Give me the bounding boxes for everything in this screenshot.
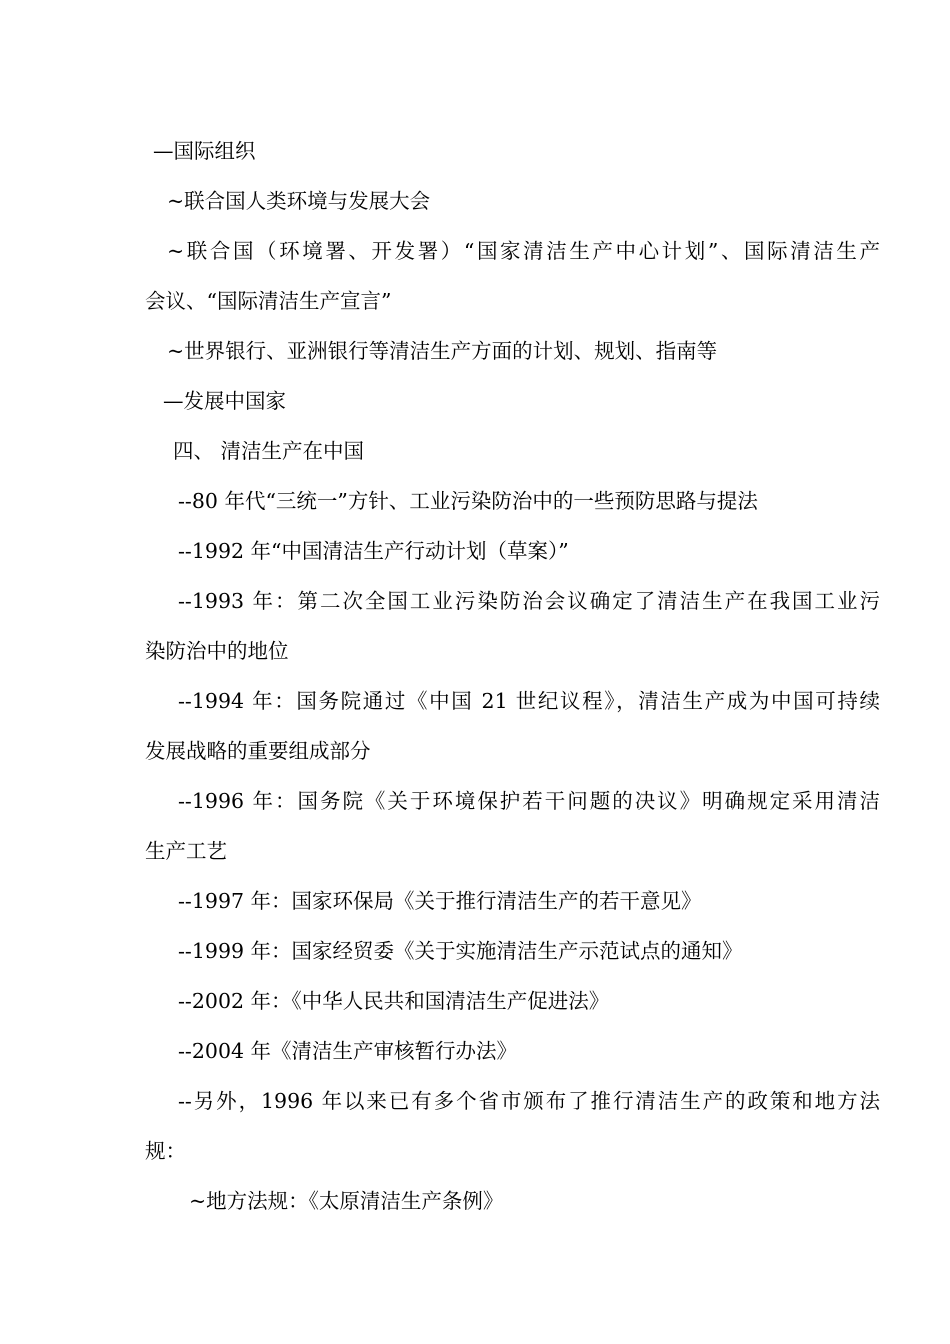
list-item-world-bank: ~世界银行、亚洲银行等清洁生产方面的计划、规划、指南等 [167, 339, 718, 363]
timeline-item-2004: --2004 年《清洁生产审核暂行办法》 [178, 1039, 518, 1063]
list-item-un-programmes: ~联合国（环境署、开发署）“国家清洁生产中心计划”、国际清洁生产 [167, 239, 880, 263]
timeline-item-1992: --1992 年“中国清洁生产行动计划（草案）” [178, 539, 569, 563]
heading-international-organizations: —国际组织 [153, 139, 256, 163]
timeline-item-1993-cont: 染防治中的地位 [145, 639, 289, 663]
section-heading-china: 四、 清洁生产在中国 [173, 439, 365, 463]
list-item-taiyuan-regulation: ~地方法规：《太原清洁生产条例》 [189, 1189, 504, 1213]
timeline-item-1994: --1994 年：国务院通过《中国 21 世纪议程》，清洁生产成为中国可持续 [178, 689, 880, 713]
timeline-item-local-regulations: --另外，1996 年以来已有多个省市颁布了推行清洁生产的政策和地方法 [178, 1089, 880, 1113]
timeline-item-1999: --1999 年：国家经贸委《关于实施清洁生产示范试点的通知》 [178, 939, 743, 963]
timeline-item-1994-cont: 发展战略的重要组成部分 [145, 739, 371, 763]
timeline-item-2002: --2002 年：《中华人民共和国清洁生产促进法》 [178, 989, 610, 1013]
timeline-item-1996: --1996 年：国务院《关于环境保护若干问题的决议》明确规定采用清洁 [178, 789, 880, 813]
heading-developing-countries: —发展中国家 [163, 389, 286, 413]
timeline-item-1996-cont: 生产工艺 [145, 839, 227, 863]
timeline-item-1993: --1993 年：第二次全国工业污染防治会议确定了清洁生产在我国工业污 [178, 589, 880, 613]
timeline-item-local-regulations-cont: 规： [145, 1139, 186, 1163]
list-item-un-conference: ~联合国人类环境与发展大会 [167, 189, 431, 213]
list-item-un-programmes-cont: 会议、“国际清洁生产宣言” [145, 289, 392, 313]
timeline-item-1997: --1997 年：国家环保局《关于推行清洁生产的若干意见》 [178, 889, 702, 913]
timeline-item-1980s: --80 年代“三统一”方针、工业污染防治中的一些预防思路与提法 [178, 489, 758, 513]
